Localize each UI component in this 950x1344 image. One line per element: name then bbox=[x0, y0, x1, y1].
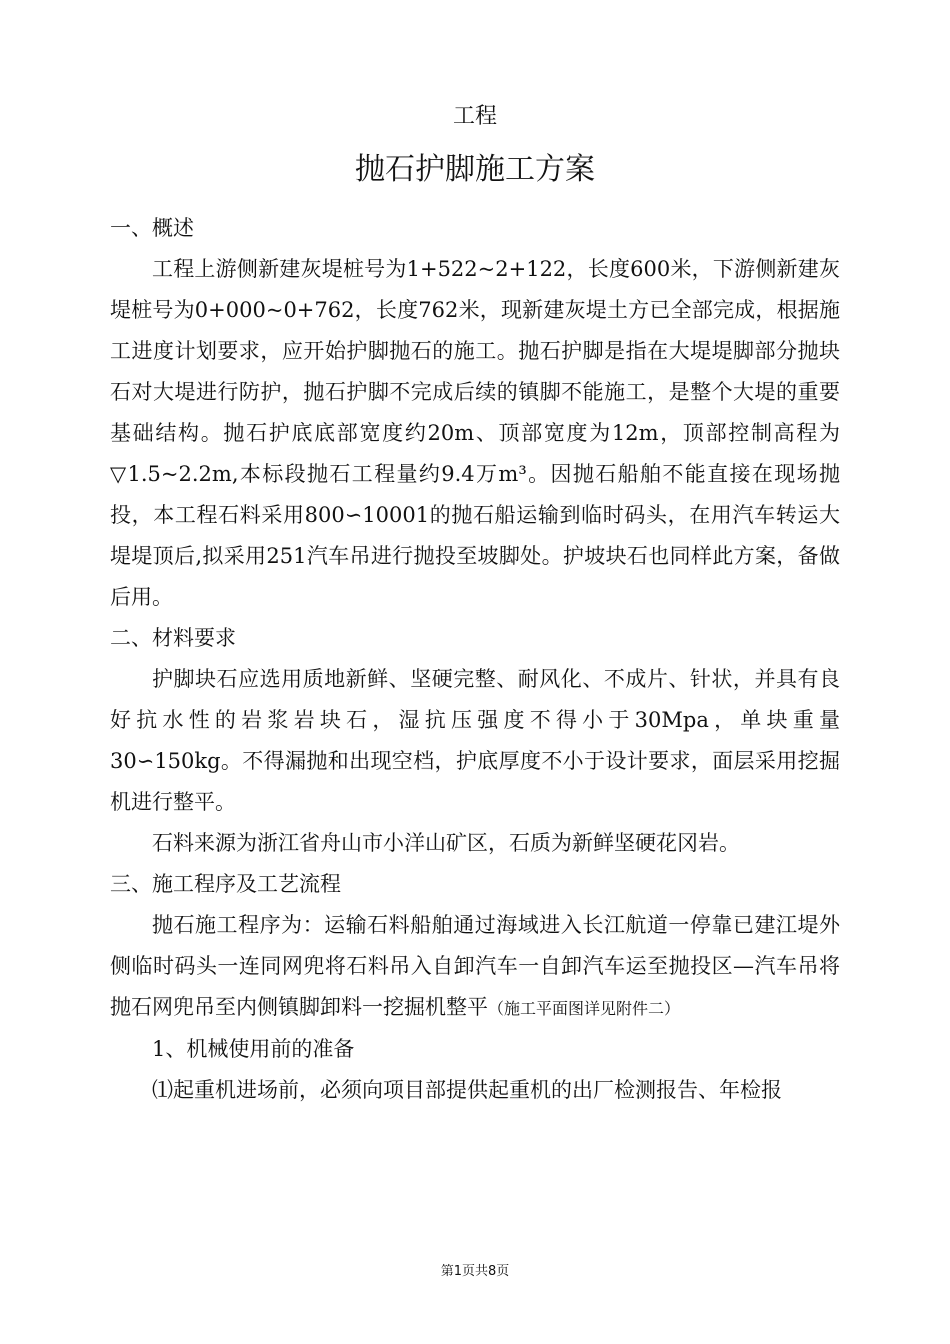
page-footer: 第1页共8页 bbox=[440, 1264, 510, 1279]
document-body bbox=[110, 208, 840, 1111]
section-heading-materials: 二、材料要求 bbox=[110, 626, 236, 650]
materials-paragraph: 护脚块石应选用质地新鲜、坚硬完整、耐风化、不成片、针状，并具有良好抗水性的岩浆岩块石，湿抗压强度不得小于30Mpa，单块重量30∽150kg。不得漏抛和出现空档，护底厚度不小于设计要求，面层采用挖掘机进行整平。 bbox=[110, 667, 840, 814]
procedure-paragraph bbox=[110, 905, 840, 1029]
section-heading-procedure: 三、施工程序及工艺流程 bbox=[110, 872, 341, 896]
machinery-item-1: ⑴起重机进场前，必须向项目部提供起重机的出厂检测报告、年检报 bbox=[152, 1078, 782, 1102]
procedure-text: 抛石施工程序为：运输石料船舶通过海域进入长江航道一停靠已建江堤外侧临时码头一连同网兜将石料吊入自卸汽车一自卸汽车运至抛投区—汽车吊将抛石网兜吊至内侧镇脚卸料一挖掘机整平 bbox=[110, 913, 840, 1019]
document-title: 抛石护脚施工方案 bbox=[355, 152, 595, 187]
stone-source-paragraph: 石料来源为浙江省舟山市小洋山矿区，石质为新鲜坚硬花冈岩。 bbox=[152, 831, 740, 855]
project-title: 工程 bbox=[452, 104, 497, 129]
section-heading-overview: 一、概述 bbox=[110, 216, 194, 240]
procedure-note: （施工平面图详见附件二） bbox=[488, 999, 681, 1018]
overview-paragraph: 工程上游侧新建灰堤桩号为1+522~2+122，长度600米，下游侧新建灰堤桩号为0+000~0+762，长度762米，现新建灰堤土方已全部完成，根据施工进度计划要求，应开始护脚抛石的施工。抛石护脚是指在大堤堤脚部分抛块石对大堤进行防护，抛石护脚不完成后续的镇脚不能施工，是整个大堤的重要基础结构。抛石护底底部宽度约20m、顶部宽度为12m，顶部控制高程为▽1.5~2.2m,本标段抛石工程量约9.4万m³。因抛石船舶不能直接在现场抛投，本工程石料采用800∽10001的抛石船运输到临时码头，在用汽车转运大堤堤顶后,拟采用251汽车吊进行抛投至坡脚处。护坡块石也同样此方案，备做后用。 bbox=[110, 257, 840, 609]
subsection-heading-machinery: 1、机械使用前的准备 bbox=[152, 1037, 355, 1061]
